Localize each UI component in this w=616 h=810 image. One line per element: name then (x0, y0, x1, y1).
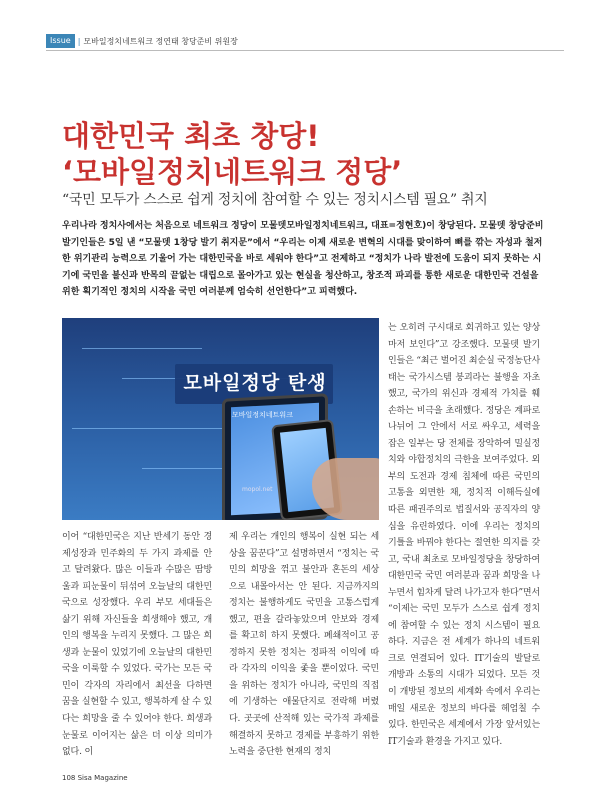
body-column-2: 제 우리는 개인의 행복이 실현 되는 세상을 꿈꾼다”고 설명하면서 “정치는 국민의 희망을 꺾고 불안과 혼돈의 세상으로 내몰아서는 안 된다. 지금까지의 정치는 불행하게도 국민을 고통스럽게 했고, 편을 갈라놓았으며 안보와 경제를 확고히 하지 못했다. 폐쇄적이고 공정하지 못한 정치는 정파적 이익에 따라 각자의 이익을 좇을 뿐이었다. 국민을 위하는 정치가 아니라, 국민의 직접에 기생하는 애물단지로 전락해 버렸다. 곳곳에 산적해 있는 국가적 과제를 해결하지 못하고 경제를 부흥하기 위한 노력을 중단한 현재의 정치 (229, 532, 379, 758)
issue-tag: Issue (46, 34, 75, 48)
photo-tagline: 모바일정치네트워크 (232, 411, 293, 419)
article-subtitle: “국민 모두가 스스로 쉽게 정치에 참여할 수 있는 정치시스템 필요” 취지 (62, 192, 488, 208)
photo-url: mopol.net (242, 486, 273, 493)
photo-banner-text: 모바일정당 탄생 (183, 372, 327, 394)
body-column-1: 이어 “대한민국은 지난 반세기 동안 경제성장과 민주화의 두 가지 과제를 안고 달려왔다. 많은 이들과 수많은 땀방울과 피눈물이 뒤섞여 오늘날의 대한민국으로 성장했다. 우리 부모 세대들은 삶기 위해 자신들을 희생해야 했고, 개인의 행복을 누리지 못했다. 그 많은 희생과 눈물이 있었기에 오늘날의 대한민국을 이룩할 수 있었다. 국가는 모든 국민이 각자의 자리에서 최선을 다하면 꿈을 실현할 수 있고, 행복하게 살 수 있다는 희망을 줄 수 있어야 한다. 희생과 눈물로 이어지는 삶은 더 이상 의미가 없다. 이 (62, 532, 212, 758)
light-streak (82, 348, 202, 349)
light-streak (72, 428, 222, 429)
header-separator: | (77, 36, 81, 46)
title-line-1: 대한민국 최초 창당! (62, 119, 320, 153)
article-title (62, 118, 562, 190)
header-divider (46, 50, 564, 51)
body-column-3: 는 오히려 구시대로 회귀하고 있는 양상마저 보인다”고 강조했다. 모물뎃 발기인들은 “최근 벌어진 최순실 국정농단사태는 국가시스템 붕괴라는 불행을 자초했고, 국가의 위신과 경제적 가치를 훼손하는 비극을 초래했다. 정당은 계파로 나뉘어 그 안에서 서로 싸우고, 세력을 잡은 일부는 당 전체를 장악하여 밀실정치와 야합정치의 극한을 보여주었다. 외부의 도전과 경제 침체에 따른 국민의 고통을 외면한 채, 정치적 이해득실에 따른 패권주의로 법질서와 공직자의 양심을 유린하였다. 이에 우리는 정치의 기틀을 바꿔야 한다는 절연한 의지를 갖고, 국내 최초로 모바일정당을 창당하여 대한민국 국민 여러분과 꿈과 희망을 나누면서 힘차게 달려 나가고자 한다”면서 “이제는 국민 모두가 스스로 쉽게 정치에 참여할 수 있는 정치 시스템이 필요하다. 지금은 전 세계가 하나의 네트워크로 연결되어 있다. IT기술의 발달로 개방과 소통의 시대가 되었다. 모든 것이 개방된 정보의 세계화 속에서 우리는 매일 새로운 정보의 바다를 헤엄칠 수 있다. 한민국은 세계에서 가장 앞서있는 IT기술과 환경을 가지고 있다. (388, 323, 540, 747)
title-line-2: ‘모바일정치네트워크 정당’ (62, 155, 403, 189)
page-footer: 108 Sisa Magazine (62, 774, 128, 782)
section-header (46, 34, 238, 48)
breadcrumb: 모바일정치네트워크 정연태 창당준비 위원장 (83, 36, 238, 46)
lead-paragraph: 우리나라 정치사에서는 처음으로 네트워크 정당이 모물뎃모바일정치네트워크, 대표=정현호)이 창당된다. 모물뎃 창당준비 발기인들은 5일 낸 “모물뎃 1창당 발기 취지문”에서 “우리는 이제 새로운 변혁의 시대를 맞이하여 뼈를 깎는 자성과 철저한 위기관리 능력으로 기울어 가는 대한민국을 바로 세워야 한다”고 전제하고 “정치가 나라 발전에 도움이 되지 못하는 시기에 국민을 불신과 반목의 끝없는 대립으로 몰아가고 있는 현실을 청산하고, 창조적 파괴를 통한 새로운 대한민국 건설을 위한 획기적인 정치의 시작을 국민 여러분께 엄숙히 선언한다”고 피력했다. (62, 221, 544, 298)
article-photo (62, 318, 379, 520)
